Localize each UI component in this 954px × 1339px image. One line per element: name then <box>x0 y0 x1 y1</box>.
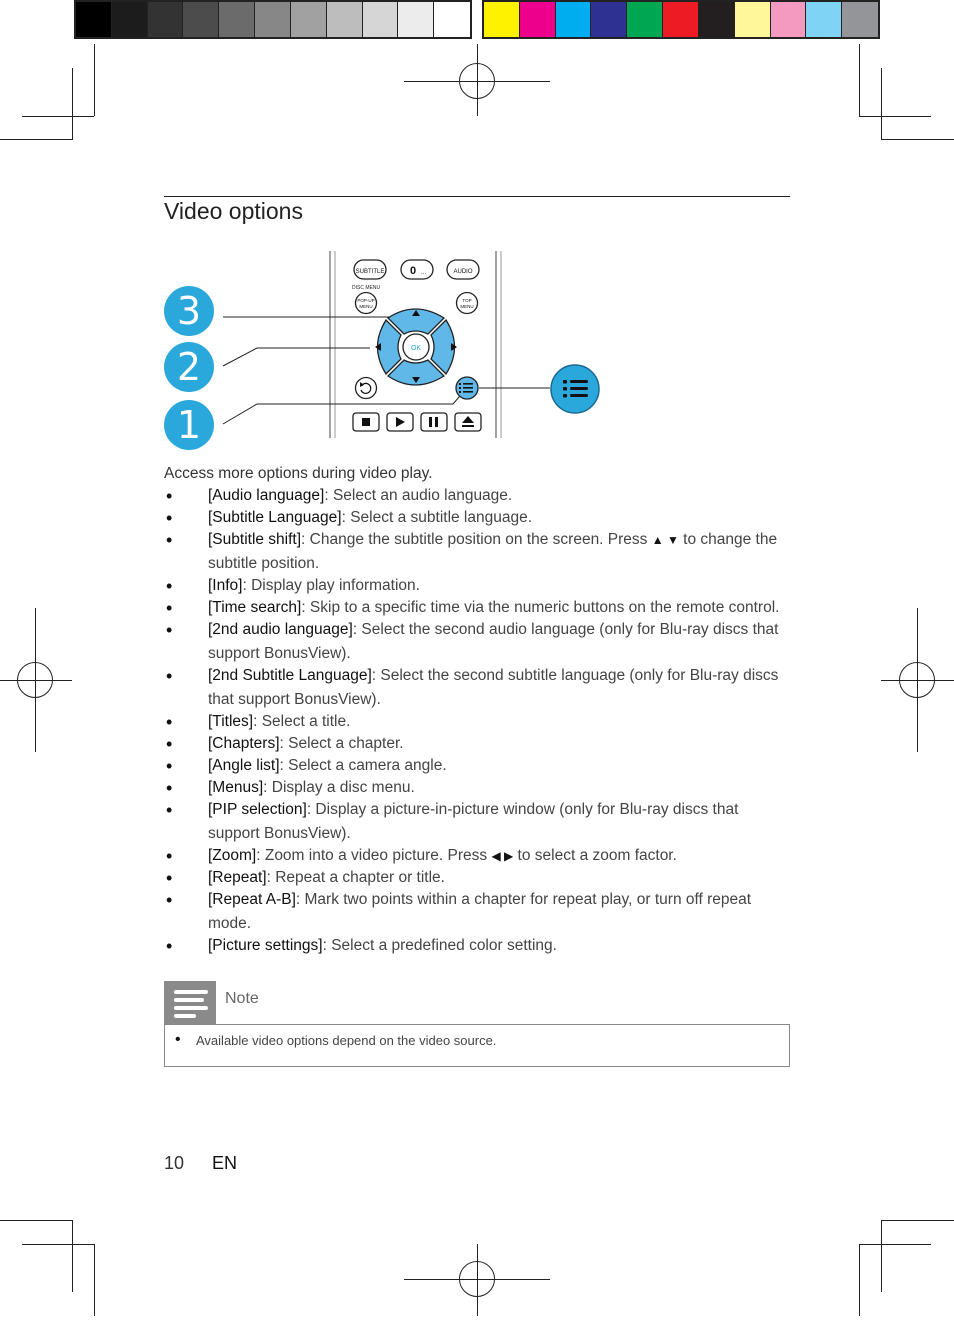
color-swatch <box>520 2 556 37</box>
list-item: • [Chapters]: Select a chapter. <box>164 732 792 756</box>
svg-text:SUBTITLE: SUBTITLE <box>355 269 385 275</box>
color-swatch <box>255 2 291 37</box>
svg-text:...: ... <box>421 270 427 276</box>
svg-text:TOP: TOP <box>462 298 472 303</box>
top-menu-button <box>457 293 478 314</box>
note-text: Available video options depend on the video source. <box>196 1033 497 1048</box>
color-swatch <box>219 2 255 37</box>
list-item: • [Angle list]: Select a camera angle. <box>164 754 792 778</box>
svg-text:MENU: MENU <box>460 304 474 309</box>
list-item: • [2nd audio language]: Select the second audio language (only for Blu-ray discs that support BonusView). <box>164 618 792 666</box>
svg-text:OK: OK <box>410 345 422 352</box>
language-code: EN <box>212 1153 238 1173</box>
color-swatch <box>735 2 771 37</box>
list-item: • [PIP selection]: Display a picture-in-picture window (only for Blu-ray discs that support BonusView). <box>164 798 792 846</box>
zero-button <box>401 260 433 279</box>
color-swatch <box>806 2 842 37</box>
color-swatch <box>484 2 520 37</box>
disc-menu-label: DISC MENU <box>352 285 381 291</box>
color-swatch <box>148 2 184 37</box>
note-label: Note <box>225 990 259 1007</box>
svg-text:AUDIO: AUDIO <box>453 269 473 275</box>
svg-text:0: 0 <box>410 265 417 277</box>
stop-icon <box>353 413 379 431</box>
grayscale-bar <box>74 0 472 39</box>
color-swatch <box>663 2 699 37</box>
subtitle-button <box>354 260 386 279</box>
color-swatch <box>699 2 735 37</box>
list-item: • [Audio language]: Select an audio language. <box>164 484 792 508</box>
svg-text:POP-UP: POP-UP <box>357 298 375 303</box>
heading-rule <box>164 196 790 197</box>
pause-icon <box>421 413 447 431</box>
list-item: • [Time search]: Skip to a specific time via the numeric buttons on the remote control. <box>164 596 792 620</box>
step-badge-2: 2 <box>164 342 214 392</box>
list-item: • [Menus]: Display a disc menu. <box>164 776 792 800</box>
back-icon <box>356 378 377 399</box>
navigation-pad <box>375 309 457 385</box>
remote-illustration <box>215 248 615 443</box>
list-item: • [Titles]: Select a title. <box>164 710 792 734</box>
options-icon <box>456 377 478 399</box>
list-item: • [Subtitle shift]: Change the subtitle position on the screen. Press ▲ ▼ to change the subtitle position. <box>164 528 792 576</box>
audio-button <box>447 260 479 279</box>
page-number: 10 <box>164 1153 185 1173</box>
color-swatch <box>627 2 663 37</box>
options-callout-icon <box>551 365 599 413</box>
color-bar <box>482 0 880 39</box>
color-swatch <box>842 2 878 37</box>
play-icon <box>387 413 413 431</box>
popup-menu-button <box>356 293 377 314</box>
options-list <box>164 484 792 956</box>
color-swatch <box>771 2 807 37</box>
color-swatch <box>183 2 219 37</box>
color-swatch <box>76 2 112 37</box>
list-item: • [Picture settings]: Select a predefined color setting. <box>164 934 792 958</box>
note-bullet: • <box>175 1031 181 1048</box>
eject-icon <box>455 413 481 431</box>
up-down-arrows-icon: ▲ ▼ <box>651 533 679 547</box>
svg-text:MENU: MENU <box>359 304 373 309</box>
list-item: • [Subtitle Language]: Select a subtitle language. <box>164 506 792 530</box>
color-swatch <box>291 2 327 37</box>
color-swatch <box>112 2 148 37</box>
left-right-arrows-icon: ◀ ▶ <box>491 849 514 863</box>
color-swatch <box>591 2 627 37</box>
color-swatch <box>556 2 592 37</box>
list-item: • [Repeat A-B]: Mark two points within a chapter for repeat play, or turn off repeat mode. <box>164 888 792 936</box>
color-swatch <box>327 2 363 37</box>
list-item: • [Repeat]: Repeat a chapter or title. <box>164 866 792 890</box>
step-badge-1: 1 <box>164 400 214 450</box>
color-swatch <box>398 2 434 37</box>
list-item: • [2nd Subtitle Language]: Select the second subtitle language (only for Blu-ray discs that support BonusView). <box>164 664 792 712</box>
list-item: • [Info]: Display play information. <box>164 574 792 598</box>
intro-text: Access more options during video play. <box>164 465 433 482</box>
color-swatch <box>363 2 399 37</box>
step-badge-3: 3 <box>164 286 214 336</box>
page-title: Video options <box>164 198 303 224</box>
list-item: • [Zoom]: Zoom into a video picture. Press ◀ ▶ to select a zoom factor. <box>164 844 792 868</box>
color-swatch <box>434 2 470 37</box>
note-icon <box>164 981 216 1024</box>
